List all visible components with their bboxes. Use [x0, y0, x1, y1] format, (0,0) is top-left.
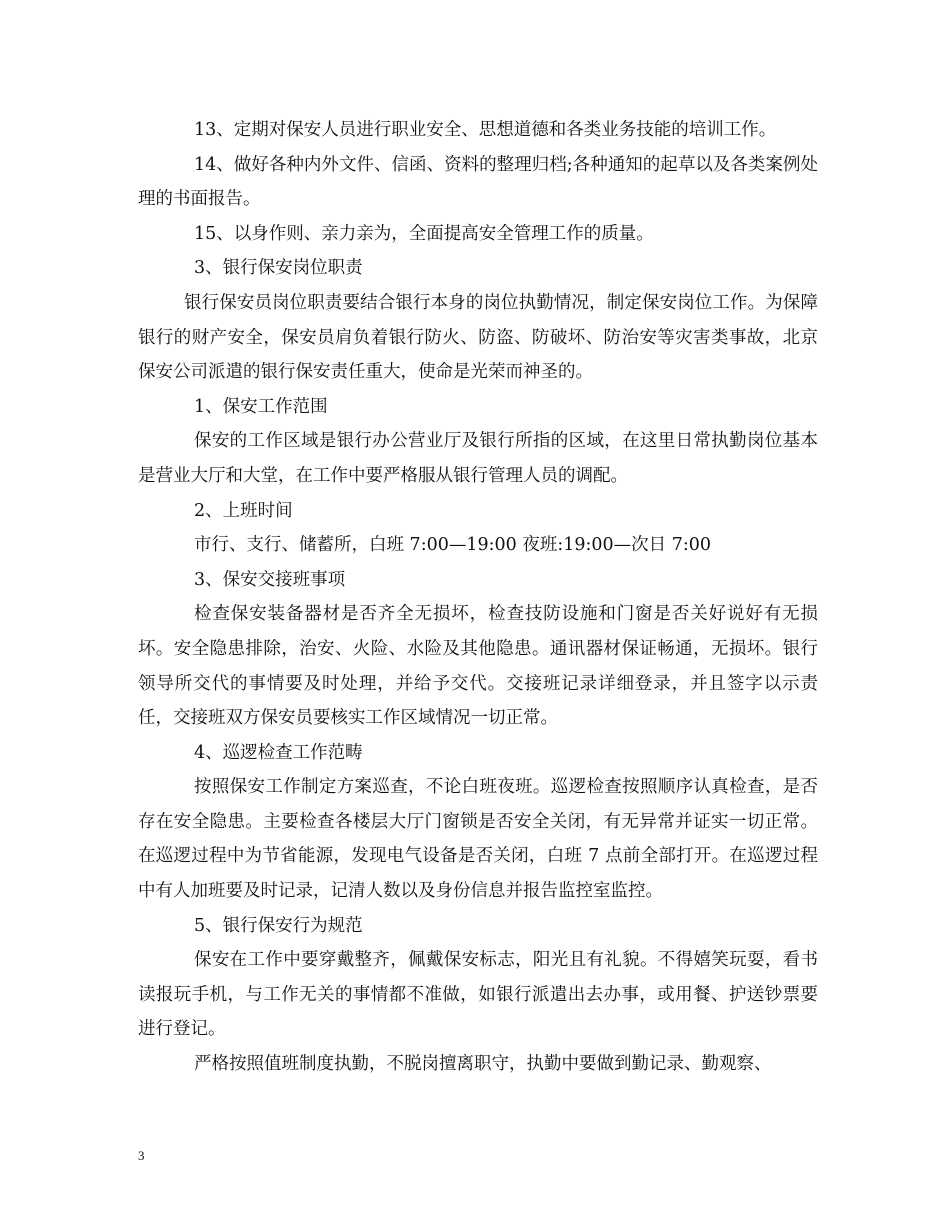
subheading-shift-handover: 3、保安交接班事项 — [194, 569, 346, 590]
paragraph-item-13: 13、定期对保安人员进行职业安全、思想道德和各类业务技能的培训工作。 — [194, 120, 777, 140]
section-heading-bank-security-duties: 3、银行保安岗位职责 — [194, 258, 363, 279]
paragraph-patrol-inspection: 按照保安工作制定方案巡查，不论白班夜班。巡逻检查按照顺序认真检查，是否存在安全隐患。主要检查各楼层大厅门窗锁是否安全关闭，有无异常并证实一切正常。在巡逻过程中为节省能源，发现电气设备是否关闭，白班 7 点前全部打开。在巡逻过程中有人加班要及时记录，记清人数以及身份信息并报告监控室监控。 — [138, 777, 818, 902]
paragraph-conduct-standards: 保安在工作中要穿戴整齐，佩戴保安标志，阳光且有礼貌。不得嬉笑玩耍，看书读报玩手机，与工作无关的事情都不准做，如银行派遣出去办事，或用餐、护送钞票要进行登记。 — [138, 950, 818, 1040]
subheading-work-scope: 1、保安工作范围 — [194, 396, 328, 417]
paragraph-item-15: 15、以身作则、亲力亲为，全面提高安全管理工作的质量。 — [194, 223, 654, 244]
document-body — [138, 113, 818, 1082]
subheading-work-hours: 2、上班时间 — [194, 500, 293, 521]
subheading-patrol-inspection: 4、巡逻检查工作范畴 — [194, 742, 363, 763]
paragraph-duty-rules: 严格按照值班制度执勤，不脱岗擅离职守，执勤中要做到勤记录、勤观察、 — [194, 1054, 772, 1075]
paragraph-intro: 银行保安员岗位职责要结合银行本身的岗位执勤情况，制定保安岗位工作。为保障银行的财产安全，保安员肩负着银行防火、防盗、防破坏、防治安等灾害类事故，北京保安公司派遣的银行保安责任重大，使命是光荣而神圣的。 — [138, 292, 818, 383]
paragraph-shift-handover: 检查保安装备器材是否齐全无损坏，检查技防设施和门窗是否关好说好有无损坏。安全隐患排除，治安、火险、水险及其他隐患。通讯器材保证畅通，无损坏。银行领导所交代的事情要及时处理，并给予交代。交接班记录详细登录，并且签字以示责任，交接班双方保安员要核实工作区域情况一切正常。 — [138, 604, 818, 729]
subheading-conduct-standards: 5、银行保安行为规范 — [194, 915, 363, 936]
page-number: 3 — [138, 1148, 145, 1163]
paragraph-item-14: 14、做好各种内外文件、信函、资料的整理归档;各种通知的起草以及各类案例处理的书面报告。 — [138, 154, 818, 210]
paragraph-work-scope: 保安的工作区域是银行办公营业厅及银行所指的区域，在这里日常执勤岗位基本是营业大厅和大堂，在工作中要严格服从银行管理人员的调配。 — [138, 431, 818, 486]
paragraph-work-hours: 市行、支行、储蓄所，白班 7:00—19:00 夜班:19:00—次日 7:00 — [194, 535, 712, 556]
